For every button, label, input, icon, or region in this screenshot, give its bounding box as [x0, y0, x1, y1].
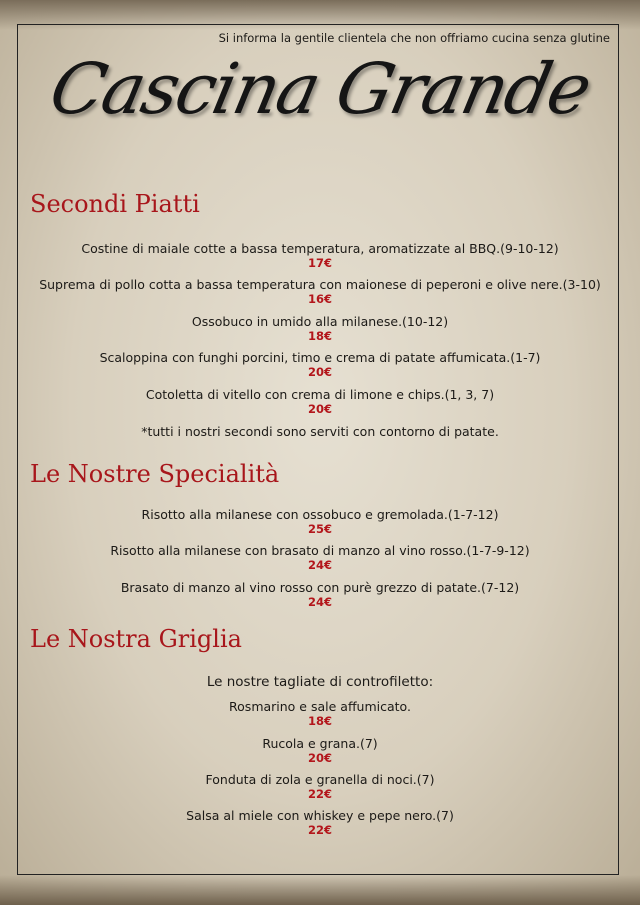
menu-item	[0, 737, 640, 765]
item-name: Risotto alla milanese con ossobuco e gremolada.(1-7-12)	[141, 507, 499, 522]
side-dish-note: *tutti i nostri secondi sono serviti con contorno di patate.	[141, 424, 499, 439]
item-name: Fonduta di zola e granella di noci.(7)	[205, 772, 435, 787]
item-price: 16€	[307, 292, 332, 306]
item-name: Salsa al miele con whiskey e pepe nero.(7)	[186, 808, 454, 823]
restaurant-title: Cascina Grande	[43, 48, 597, 130]
item-name: Rucola e grana.(7)	[262, 736, 378, 751]
menu-item	[0, 809, 640, 837]
menu-item	[0, 508, 640, 536]
item-name: Scaloppina con funghi porcini, timo e crema di patate affumicata.(1-7)	[99, 350, 541, 365]
menu-item	[0, 544, 640, 572]
item-name: Ossobuco in umido alla milanese.(10-12)	[191, 314, 449, 329]
menu-item	[0, 581, 640, 609]
section-heading: Secondi Piatti	[30, 190, 200, 218]
item-name: Risotto alla milanese con brasato di manzo al vino rosso.(1-7-9-12)	[110, 543, 530, 558]
bottom-edge	[0, 875, 640, 905]
menu-item	[0, 773, 640, 801]
item-name: Costine di maiale cotte a bassa temperatura, aromatizzate al BBQ.(9-10-12)	[81, 241, 559, 256]
item-price: 24€	[307, 558, 332, 572]
item-price: 24€	[307, 595, 332, 609]
item-name: Cotoletta di vitello con crema di limone e chips.(1, 3, 7)	[145, 387, 495, 402]
item-price: 18€	[307, 329, 332, 343]
item-price: 25€	[307, 522, 332, 536]
item-price: 20€	[307, 751, 332, 765]
item-price: 18€	[307, 714, 332, 728]
gluten-notice: Si informa la gentile clientela che non offriamo cucina senza glutine	[218, 31, 610, 45]
item-name: Suprema di pollo cotta a bassa temperatura con maionese di peperoni e olive nere.(3-10)	[39, 277, 601, 292]
item-price: 20€	[307, 365, 332, 379]
grill-intro: Le nostre tagliate di controfiletto:	[206, 674, 434, 690]
item-price: 17€	[307, 256, 332, 270]
section-heading: Le Nostra Griglia	[30, 625, 242, 653]
menu-item	[0, 315, 640, 343]
menu-item	[0, 700, 640, 728]
item-name: Rosmarino e sale affumicato.	[229, 699, 411, 714]
item-price: 22€	[307, 823, 332, 837]
menu-item	[0, 278, 640, 306]
section-heading: Le Nostre Specialità	[30, 460, 280, 488]
menu-item	[0, 388, 640, 416]
menu-item	[0, 242, 640, 270]
item-name: Brasato di manzo al vino rosso con purè grezzo di patate.(7-12)	[120, 580, 520, 595]
item-price: 22€	[307, 787, 332, 801]
item-price: 20€	[307, 402, 332, 416]
menu-item	[0, 351, 640, 379]
